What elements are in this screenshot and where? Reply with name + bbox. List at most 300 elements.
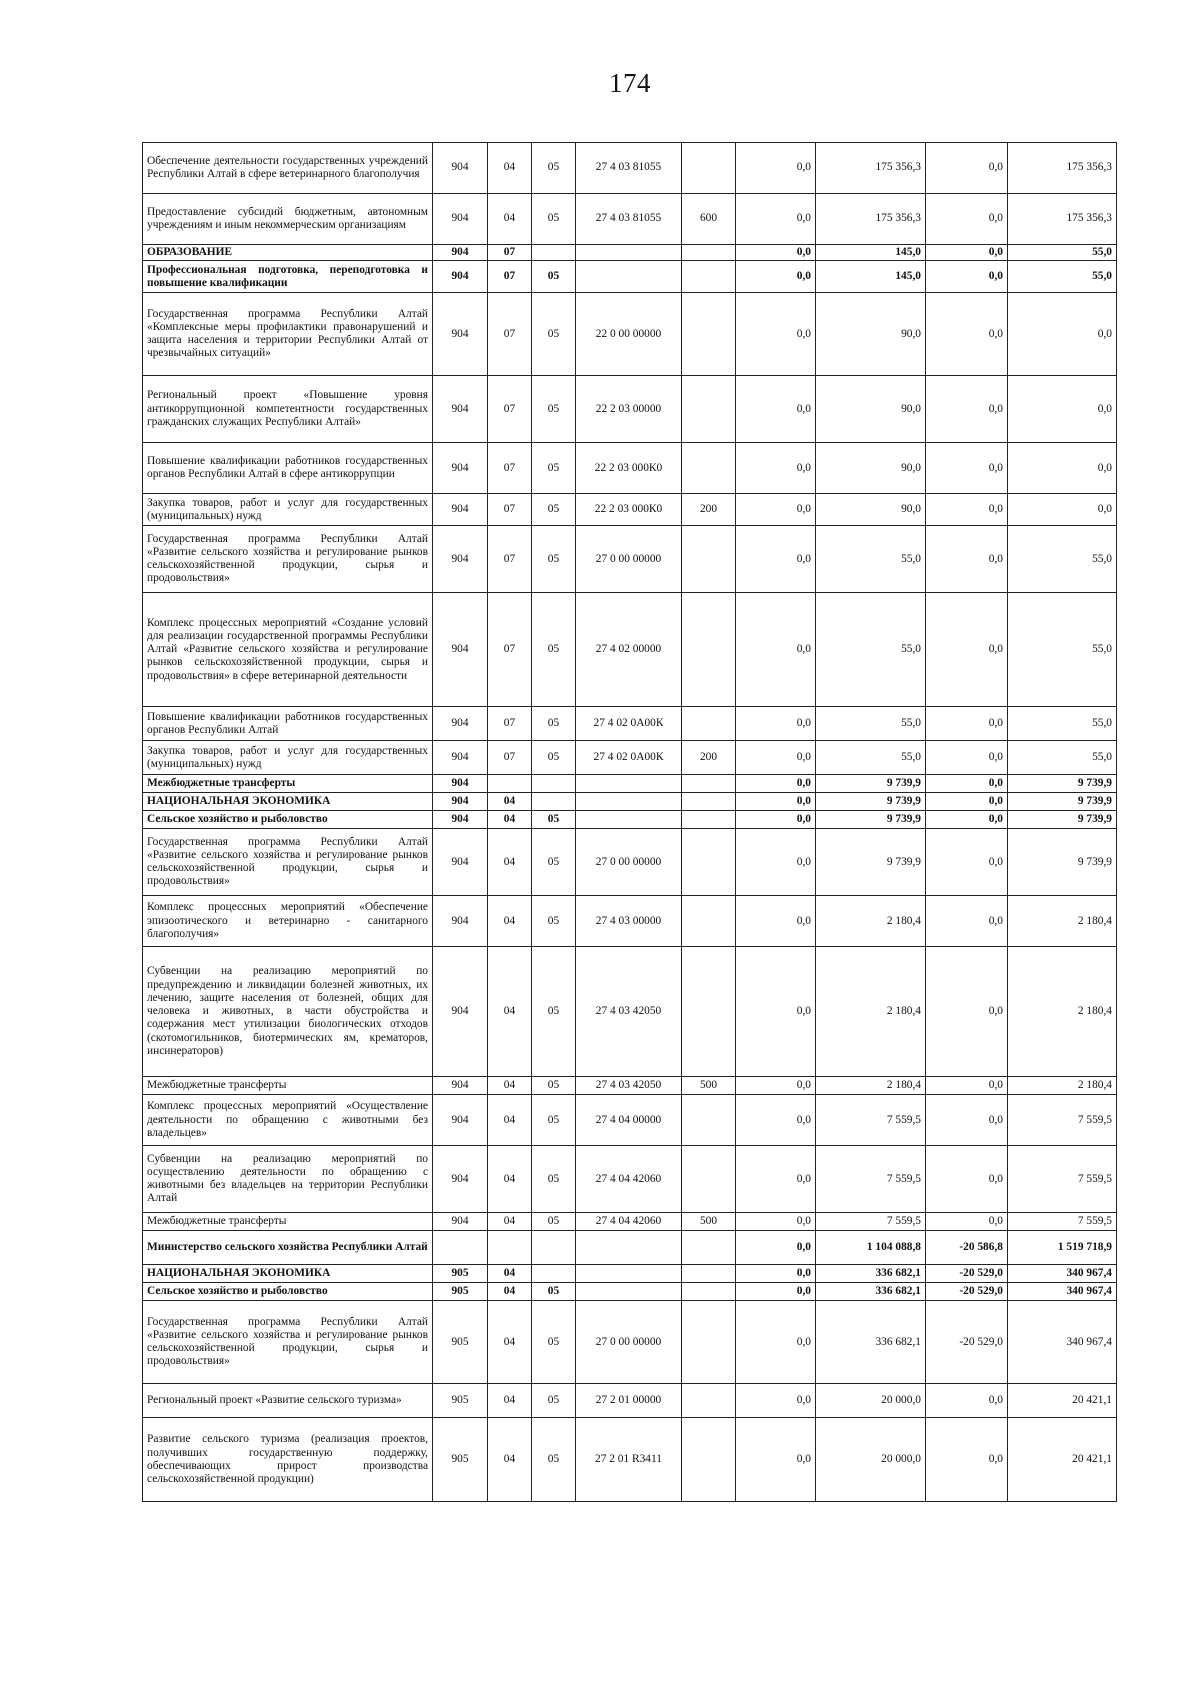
table-row xyxy=(143,1095,1117,1146)
cell-amount-3: 0,0 xyxy=(926,775,1008,793)
cell-amount-1: 0,0 xyxy=(736,896,816,947)
cell-amount-2: 145,0 xyxy=(816,245,926,261)
table-row xyxy=(143,1213,1117,1231)
cell-pr: 05 xyxy=(532,261,576,293)
cell-amount-1: 0,0 xyxy=(736,775,816,793)
cell-amount-1: 0,0 xyxy=(736,1077,816,1095)
cell-amount-1: 0,0 xyxy=(736,811,816,829)
row-name: Межбюджетные трансферты xyxy=(143,775,433,793)
cell-rz: 04 xyxy=(488,1077,532,1095)
cell-amount-1: 0,0 xyxy=(736,1213,816,1231)
row-name: Региональный проект «Развитие сельского туризма» xyxy=(143,1384,433,1418)
cell-amount-2: 2 180,4 xyxy=(816,896,926,947)
page-number: 174 xyxy=(609,68,651,98)
cell-rz: 04 xyxy=(488,829,532,896)
cell-ved: 904 xyxy=(433,526,488,593)
cell-vr xyxy=(682,143,736,194)
cell-amount-3: 0,0 xyxy=(926,1418,1008,1502)
cell-ved: 904 xyxy=(433,793,488,811)
row-name: Обеспечение деятельности государственных учреждений Республики Алтай в сфере ветеринарного благополучия xyxy=(143,143,433,194)
row-name: Предоставление субсидий бюджетным, автономным учреждениям и иным некоммерческим организациям xyxy=(143,194,433,245)
cell-amount-2: 55,0 xyxy=(816,707,926,741)
cell-amount-4: 340 967,4 xyxy=(1008,1301,1117,1384)
cell-ved: 904 xyxy=(433,494,488,526)
cell-amount-4: 2 180,4 xyxy=(1008,896,1117,947)
cell-pr xyxy=(532,775,576,793)
cell-amount-2: 55,0 xyxy=(816,593,926,707)
cell-csr: 27 2 01 00000 xyxy=(576,1384,682,1418)
table-row xyxy=(143,707,1117,741)
cell-csr: 22 2 03 000К0 xyxy=(576,443,682,494)
cell-amount-2: 175 356,3 xyxy=(816,143,926,194)
cell-amount-4: 175 356,3 xyxy=(1008,194,1117,245)
cell-ved: 904 xyxy=(433,593,488,707)
cell-amount-3: -20 529,0 xyxy=(926,1301,1008,1384)
cell-amount-3: -20 586,8 xyxy=(926,1231,1008,1265)
cell-amount-2: 2 180,4 xyxy=(816,1077,926,1095)
cell-amount-1: 0,0 xyxy=(736,494,816,526)
cell-amount-4: 2 180,4 xyxy=(1008,1077,1117,1095)
cell-ved: 904 xyxy=(433,293,488,376)
budget-table xyxy=(142,142,1117,1502)
cell-amount-3: 0,0 xyxy=(926,194,1008,245)
cell-vr xyxy=(682,593,736,707)
cell-csr: 27 2 01 R3411 xyxy=(576,1418,682,1502)
cell-amount-2: 20 000,0 xyxy=(816,1418,926,1502)
cell-amount-3: 0,0 xyxy=(926,593,1008,707)
table-row xyxy=(143,741,1117,775)
cell-pr: 05 xyxy=(532,947,576,1077)
cell-ved: 904 xyxy=(433,245,488,261)
table-row xyxy=(143,1418,1117,1502)
row-name: Государственная программа Республики Алтай «Развитие сельского хозяйства и регулирование рынков сельскохозяйственной продукции, сырья и продовольствия» xyxy=(143,829,433,896)
row-name: Государственная программа Республики Алтай «Комплексные меры профилактики правонарушений и защита населения и территории Республики Алтай от чрезвычайных ситуаций» xyxy=(143,293,433,376)
cell-vr xyxy=(682,775,736,793)
cell-rz: 04 xyxy=(488,194,532,245)
cell-pr: 05 xyxy=(532,143,576,194)
cell-amount-2: 7 559,5 xyxy=(816,1095,926,1146)
cell-amount-1: 0,0 xyxy=(736,1384,816,1418)
cell-vr xyxy=(682,793,736,811)
cell-amount-1: 0,0 xyxy=(736,526,816,593)
cell-csr xyxy=(576,1283,682,1301)
cell-amount-1: 0,0 xyxy=(736,1146,816,1213)
cell-vr xyxy=(682,261,736,293)
cell-amount-3: 0,0 xyxy=(926,293,1008,376)
cell-rz: 04 xyxy=(488,896,532,947)
cell-amount-3: -20 529,0 xyxy=(926,1265,1008,1283)
cell-ved: 904 xyxy=(433,376,488,443)
row-name: Сельское хозяйство и рыболовство xyxy=(143,1283,433,1301)
table-row xyxy=(143,1077,1117,1095)
row-name: Закупка товаров, работ и услуг для государственных (муниципальных) нужд xyxy=(143,494,433,526)
table-body xyxy=(143,143,1117,1502)
cell-pr: 05 xyxy=(532,829,576,896)
cell-amount-1: 0,0 xyxy=(736,793,816,811)
cell-rz: 04 xyxy=(488,1213,532,1231)
cell-rz: 04 xyxy=(488,1095,532,1146)
cell-csr: 27 4 03 42050 xyxy=(576,947,682,1077)
cell-rz: 04 xyxy=(488,811,532,829)
row-name: Развитие сельского туризма (реализация проектов, получивших государственную поддержку, обеспечивающих прирост производства сельскохозяйственной продукции) xyxy=(143,1418,433,1502)
cell-vr xyxy=(682,707,736,741)
cell-pr: 05 xyxy=(532,593,576,707)
cell-ved: 904 xyxy=(433,1095,488,1146)
cell-vr xyxy=(682,1146,736,1213)
cell-amount-2: 175 356,3 xyxy=(816,194,926,245)
cell-csr: 27 0 00 00000 xyxy=(576,829,682,896)
cell-ved: 904 xyxy=(433,1146,488,1213)
cell-amount-4: 7 559,5 xyxy=(1008,1095,1117,1146)
row-name: ОБРАЗОВАНИЕ xyxy=(143,245,433,261)
cell-amount-1: 0,0 xyxy=(736,829,816,896)
cell-amount-1: 0,0 xyxy=(736,947,816,1077)
cell-pr: 05 xyxy=(532,1095,576,1146)
cell-rz: 07 xyxy=(488,376,532,443)
cell-rz: 04 xyxy=(488,1301,532,1384)
cell-amount-4: 9 739,9 xyxy=(1008,829,1117,896)
cell-amount-4: 175 356,3 xyxy=(1008,143,1117,194)
cell-csr: 27 4 02 0А00К xyxy=(576,741,682,775)
cell-amount-4: 20 421,1 xyxy=(1008,1418,1117,1502)
cell-rz: 07 xyxy=(488,707,532,741)
cell-vr xyxy=(682,1283,736,1301)
row-name: Комплекс процессных мероприятий «Осуществление деятельности по обращению с животными без владельцев» xyxy=(143,1095,433,1146)
cell-amount-2: 145,0 xyxy=(816,261,926,293)
row-name: Комплекс процессных мероприятий «Создание условий для реализации государственной программы Республики Алтай «Развитие сельского хозяйства и регулирование рынков сельскохозяйственной продукции, сырья и продовольствия» в сфере ветеринарной деятельности xyxy=(143,593,433,707)
table-row xyxy=(143,1283,1117,1301)
cell-amount-4: 55,0 xyxy=(1008,245,1117,261)
cell-rz: 07 xyxy=(488,261,532,293)
cell-csr: 22 0 00 00000 xyxy=(576,293,682,376)
cell-amount-1: 0,0 xyxy=(736,194,816,245)
cell-pr: 05 xyxy=(532,1077,576,1095)
cell-csr: 22 2 03 00000 xyxy=(576,376,682,443)
cell-amount-4: 55,0 xyxy=(1008,261,1117,293)
cell-amount-4: 9 739,9 xyxy=(1008,775,1117,793)
cell-amount-4: 0,0 xyxy=(1008,376,1117,443)
cell-amount-1: 0,0 xyxy=(736,1231,816,1265)
table-row xyxy=(143,1301,1117,1384)
cell-ved: 904 xyxy=(433,261,488,293)
row-name: НАЦИОНАЛЬНАЯ ЭКОНОМИКА xyxy=(143,793,433,811)
cell-vr xyxy=(682,376,736,443)
cell-vr xyxy=(682,1301,736,1384)
row-name: Государственная программа Республики Алтай «Развитие сельского хозяйства и регулирование рынков сельскохозяйственной продукции, сырья и продовольствия» xyxy=(143,526,433,593)
cell-pr: 05 xyxy=(532,293,576,376)
cell-pr xyxy=(532,1265,576,1283)
cell-amount-1: 0,0 xyxy=(736,245,816,261)
row-name: Закупка товаров, работ и услуг для государственных (муниципальных) нужд xyxy=(143,741,433,775)
row-name: Повышение квалификации работников государственных органов Республики Алтай xyxy=(143,707,433,741)
cell-vr: 200 xyxy=(682,494,736,526)
cell-amount-2: 90,0 xyxy=(816,494,926,526)
cell-pr xyxy=(532,1231,576,1265)
cell-amount-4: 55,0 xyxy=(1008,741,1117,775)
cell-rz: 04 xyxy=(488,1283,532,1301)
cell-amount-1: 0,0 xyxy=(736,443,816,494)
table-row xyxy=(143,775,1117,793)
cell-amount-4: 1 519 718,9 xyxy=(1008,1231,1117,1265)
cell-csr: 27 4 03 81055 xyxy=(576,143,682,194)
cell-pr: 05 xyxy=(532,707,576,741)
cell-amount-4: 0,0 xyxy=(1008,293,1117,376)
cell-vr xyxy=(682,829,736,896)
cell-amount-3: 0,0 xyxy=(926,443,1008,494)
cell-amount-2: 336 682,1 xyxy=(816,1301,926,1384)
cell-vr xyxy=(682,1095,736,1146)
cell-amount-3: 0,0 xyxy=(926,143,1008,194)
cell-amount-4: 55,0 xyxy=(1008,707,1117,741)
cell-amount-4: 2 180,4 xyxy=(1008,947,1117,1077)
cell-ved: 904 xyxy=(433,741,488,775)
row-name: Межбюджетные трансферты xyxy=(143,1213,433,1231)
cell-pr xyxy=(532,245,576,261)
cell-rz: 07 xyxy=(488,245,532,261)
cell-amount-3: 0,0 xyxy=(926,1213,1008,1231)
cell-amount-2: 90,0 xyxy=(816,376,926,443)
cell-pr: 05 xyxy=(532,1283,576,1301)
table-row xyxy=(143,143,1117,194)
cell-pr xyxy=(532,793,576,811)
cell-csr xyxy=(576,811,682,829)
cell-amount-2: 1 104 088,8 xyxy=(816,1231,926,1265)
cell-amount-4: 340 967,4 xyxy=(1008,1265,1117,1283)
cell-amount-3: 0,0 xyxy=(926,1077,1008,1095)
cell-csr xyxy=(576,775,682,793)
cell-rz: 07 xyxy=(488,494,532,526)
cell-rz: 04 xyxy=(488,947,532,1077)
table-row xyxy=(143,593,1117,707)
cell-amount-3: 0,0 xyxy=(926,829,1008,896)
cell-vr xyxy=(682,293,736,376)
cell-rz: 07 xyxy=(488,593,532,707)
cell-vr xyxy=(682,1231,736,1265)
cell-amount-3: 0,0 xyxy=(926,494,1008,526)
cell-amount-2: 90,0 xyxy=(816,443,926,494)
cell-csr: 27 4 04 00000 xyxy=(576,1095,682,1146)
cell-vr xyxy=(682,947,736,1077)
cell-vr: 500 xyxy=(682,1213,736,1231)
cell-csr xyxy=(576,793,682,811)
cell-pr: 05 xyxy=(532,1213,576,1231)
cell-pr: 05 xyxy=(532,896,576,947)
cell-amount-3: 0,0 xyxy=(926,1384,1008,1418)
cell-pr: 05 xyxy=(532,1418,576,1502)
cell-ved: 905 xyxy=(433,1283,488,1301)
cell-ved: 905 xyxy=(433,1418,488,1502)
cell-amount-1: 0,0 xyxy=(736,143,816,194)
cell-rz: 04 xyxy=(488,1384,532,1418)
cell-amount-4: 9 739,9 xyxy=(1008,793,1117,811)
row-name: Субвенции на реализацию мероприятий по предупреждению и ликвидации болезней животных, их лечению, защите населения от болезней, общих для человека и животных, в части обустройства и содержания мест утилизации биологических отходов (скотомогильников, биотермических ям, крематоров, инсинераторов) xyxy=(143,947,433,1077)
cell-pr: 05 xyxy=(532,494,576,526)
cell-rz: 04 xyxy=(488,1265,532,1283)
cell-ved: 904 xyxy=(433,896,488,947)
cell-csr xyxy=(576,261,682,293)
cell-amount-3: 0,0 xyxy=(926,811,1008,829)
cell-ved: 904 xyxy=(433,1213,488,1231)
cell-csr: 27 0 00 00000 xyxy=(576,526,682,593)
cell-amount-1: 0,0 xyxy=(736,1418,816,1502)
cell-ved: 904 xyxy=(433,811,488,829)
table-row xyxy=(143,1146,1117,1213)
cell-amount-1: 0,0 xyxy=(736,376,816,443)
table-row xyxy=(143,947,1117,1077)
table-row xyxy=(143,1231,1117,1265)
cell-amount-2: 20 000,0 xyxy=(816,1384,926,1418)
cell-csr: 27 4 03 42050 xyxy=(576,1077,682,1095)
cell-amount-3: 0,0 xyxy=(926,526,1008,593)
cell-ved: 904 xyxy=(433,1077,488,1095)
cell-vr: 500 xyxy=(682,1077,736,1095)
cell-amount-1: 0,0 xyxy=(736,261,816,293)
cell-ved: 905 xyxy=(433,1384,488,1418)
cell-ved xyxy=(433,1231,488,1265)
cell-rz: 04 xyxy=(488,143,532,194)
cell-pr: 05 xyxy=(532,526,576,593)
cell-amount-1: 0,0 xyxy=(736,593,816,707)
cell-csr xyxy=(576,1265,682,1283)
cell-csr: 27 4 02 00000 xyxy=(576,593,682,707)
cell-ved: 904 xyxy=(433,143,488,194)
cell-amount-3: 0,0 xyxy=(926,947,1008,1077)
row-name: Министерство сельского хозяйства Республики Алтай xyxy=(143,1231,433,1265)
cell-amount-3: 0,0 xyxy=(926,1146,1008,1213)
table-row xyxy=(143,896,1117,947)
cell-rz: 07 xyxy=(488,526,532,593)
cell-vr xyxy=(682,526,736,593)
cell-pr: 05 xyxy=(532,1301,576,1384)
cell-vr: 600 xyxy=(682,194,736,245)
cell-amount-3: 0,0 xyxy=(926,245,1008,261)
cell-ved: 904 xyxy=(433,947,488,1077)
row-name: НАЦИОНАЛЬНАЯ ЭКОНОМИКА xyxy=(143,1265,433,1283)
table-row xyxy=(143,261,1117,293)
cell-csr: 27 4 04 42060 xyxy=(576,1146,682,1213)
cell-amount-3: 0,0 xyxy=(926,707,1008,741)
cell-vr xyxy=(682,245,736,261)
cell-vr xyxy=(682,443,736,494)
row-name: Региональный проект «Повышение уровня антикоррупционной компетентности государственных гражданских служащих Республики Алтай» xyxy=(143,376,433,443)
cell-pr: 05 xyxy=(532,194,576,245)
cell-pr: 05 xyxy=(532,376,576,443)
cell-rz xyxy=(488,1231,532,1265)
cell-amount-1: 0,0 xyxy=(736,741,816,775)
cell-pr: 05 xyxy=(532,811,576,829)
row-name: Профессиональная подготовка, переподготовка и повышение квалификации xyxy=(143,261,433,293)
cell-csr: 27 4 02 0А00К xyxy=(576,707,682,741)
cell-csr: 27 4 03 81055 xyxy=(576,194,682,245)
cell-vr xyxy=(682,1265,736,1283)
cell-amount-2: 55,0 xyxy=(816,741,926,775)
cell-amount-3: 0,0 xyxy=(926,793,1008,811)
cell-rz: 04 xyxy=(488,793,532,811)
table-row xyxy=(143,811,1117,829)
cell-vr xyxy=(682,1384,736,1418)
cell-amount-2: 7 559,5 xyxy=(816,1146,926,1213)
cell-csr xyxy=(576,245,682,261)
cell-rz: 04 xyxy=(488,1146,532,1213)
cell-amount-1: 0,0 xyxy=(736,1265,816,1283)
cell-amount-1: 0,0 xyxy=(736,293,816,376)
cell-pr: 05 xyxy=(532,741,576,775)
cell-amount-1: 0,0 xyxy=(736,1283,816,1301)
cell-ved: 904 xyxy=(433,829,488,896)
cell-rz: 07 xyxy=(488,741,532,775)
row-name: Сельское хозяйство и рыболовство xyxy=(143,811,433,829)
cell-amount-4: 0,0 xyxy=(1008,494,1117,526)
cell-amount-2: 336 682,1 xyxy=(816,1283,926,1301)
cell-pr: 05 xyxy=(532,443,576,494)
cell-amount-4: 7 559,5 xyxy=(1008,1213,1117,1231)
cell-amount-1: 0,0 xyxy=(736,707,816,741)
cell-vr xyxy=(682,811,736,829)
cell-amount-2: 9 739,9 xyxy=(816,775,926,793)
cell-csr: 27 4 03 00000 xyxy=(576,896,682,947)
cell-csr: 27 0 00 00000 xyxy=(576,1301,682,1384)
table-row xyxy=(143,793,1117,811)
cell-amount-3: 0,0 xyxy=(926,896,1008,947)
table-row xyxy=(143,829,1117,896)
cell-ved: 904 xyxy=(433,775,488,793)
cell-csr xyxy=(576,1231,682,1265)
table-row xyxy=(143,526,1117,593)
cell-vr: 200 xyxy=(682,741,736,775)
row-name: Комплекс процессных мероприятий «Обеспечение эпизоотического и ветеринарно - санитарного благополучия» xyxy=(143,896,433,947)
cell-vr xyxy=(682,896,736,947)
cell-amount-2: 9 739,9 xyxy=(816,793,926,811)
cell-amount-2: 7 559,5 xyxy=(816,1213,926,1231)
cell-amount-4: 340 967,4 xyxy=(1008,1283,1117,1301)
cell-rz: 04 xyxy=(488,1418,532,1502)
cell-amount-4: 0,0 xyxy=(1008,443,1117,494)
row-name: Государственная программа Республики Алтай «Развитие сельского хозяйства и регулирование рынков сельскохозяйственной продукции, сырья и продовольствия» xyxy=(143,1301,433,1384)
cell-amount-3: 0,0 xyxy=(926,376,1008,443)
table-row xyxy=(143,376,1117,443)
cell-amount-3: 0,0 xyxy=(926,741,1008,775)
row-name: Субвенции на реализацию мероприятий по осуществлению деятельности по обращению с животными без владельцев на территории Республики Алтай xyxy=(143,1146,433,1213)
cell-amount-2: 90,0 xyxy=(816,293,926,376)
cell-rz: 07 xyxy=(488,293,532,376)
cell-amount-3: 0,0 xyxy=(926,261,1008,293)
cell-amount-4: 55,0 xyxy=(1008,526,1117,593)
cell-amount-2: 336 682,1 xyxy=(816,1265,926,1283)
table-row xyxy=(143,494,1117,526)
cell-amount-2: 2 180,4 xyxy=(816,947,926,1077)
cell-csr: 27 4 04 42060 xyxy=(576,1213,682,1231)
cell-amount-1: 0,0 xyxy=(736,1301,816,1384)
cell-amount-4: 55,0 xyxy=(1008,593,1117,707)
cell-pr: 05 xyxy=(532,1384,576,1418)
cell-amount-4: 9 739,9 xyxy=(1008,811,1117,829)
cell-amount-1: 0,0 xyxy=(736,1095,816,1146)
cell-ved: 904 xyxy=(433,194,488,245)
cell-amount-4: 20 421,1 xyxy=(1008,1384,1117,1418)
table-row xyxy=(143,293,1117,376)
cell-rz: 07 xyxy=(488,443,532,494)
table-row xyxy=(143,1384,1117,1418)
cell-amount-2: 55,0 xyxy=(816,526,926,593)
table-row xyxy=(143,1265,1117,1283)
cell-ved: 904 xyxy=(433,707,488,741)
cell-pr: 05 xyxy=(532,1146,576,1213)
row-name: Повышение квалификации работников государственных органов Республики Алтай в сфере антикоррупции xyxy=(143,443,433,494)
cell-csr: 22 2 03 000К0 xyxy=(576,494,682,526)
table-row xyxy=(143,194,1117,245)
cell-vr xyxy=(682,1418,736,1502)
cell-ved: 905 xyxy=(433,1265,488,1283)
